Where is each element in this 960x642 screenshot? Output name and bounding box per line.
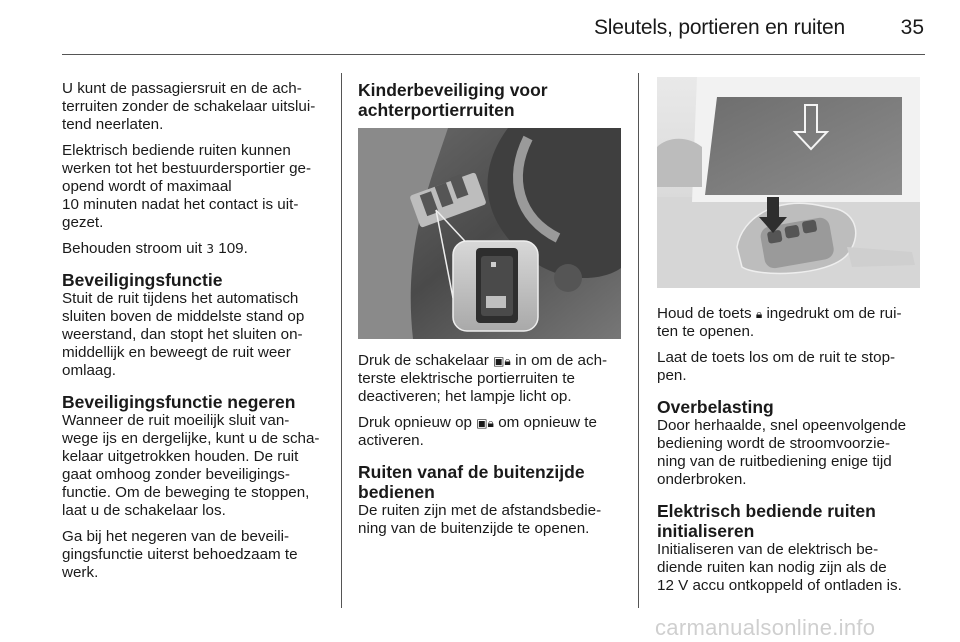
column-2 (358, 80, 630, 120)
heading-override-safety: Beveiligingsfunctie negeren (62, 392, 296, 412)
page-reference-arrow-icon: 3 (206, 242, 215, 256)
paragraph-safety-function: Stuit de ruit tijdens het automatisch sluiten boven de middelste stand op weerstand, dan stopt het sluiten on- middellijk en beweegt de ruit weer omlaag. (62, 290, 305, 379)
paragraph-remote-windows: De ruiten zijn met de afstandsbedie- ning van de buitenzijde te openen. (358, 502, 602, 537)
paragraph-retained-power (62, 240, 334, 258)
column-2-lower (358, 352, 633, 546)
heading-remote-windows: Ruiten vanaf de buitenzijde bedienen (358, 462, 585, 502)
door-switch-photo (358, 128, 621, 339)
retained-power-page-link[interactable]: 109. (218, 240, 248, 257)
paragraph-initialise: Initialiseren van de elektrisch be- diende ruiten kan nodig zijn als de 12 V accu ontkoppeld of ontladen is. (657, 541, 902, 594)
heading-child-safety: Kinderbeveiliging voor achterportierruiten (358, 80, 548, 120)
paragraph-press-switch: Druk de schakelaar ▣🔒︎ in om de ach- terste elektrische portierruiten te deactiveren; het lampje licht op. (358, 352, 608, 405)
heading-overload: Overbelasting (657, 397, 774, 417)
column-1 (62, 80, 334, 590)
heading-initialise: Elektrisch bediende ruiten initialiseren (657, 501, 876, 541)
paragraph-passenger-windows: U kunt de passagiersruit en de ach- terruiten zonder de schakelaar uitslui- tend neerlaten. (62, 80, 316, 133)
retained-power-text: Behouden stroom uit (62, 240, 203, 257)
padlock-icon: 🔒︎ (755, 307, 763, 321)
paragraph-caution: Ga bij het negeren van de beveili- gingsfunctie uiterst behoedzaam te werk. (62, 528, 298, 581)
paragraph-overload: Door herhaalde, snel opeenvolgende bediening wordt de stroomvoorzie- ning van de ruitbediening enige tijd onderbroken. (657, 417, 907, 488)
page-number: 35 (900, 16, 924, 39)
child-lock-switch-icon: ▣🔒︎ (493, 354, 511, 368)
heading-safety-function: Beveiligingsfunctie (62, 270, 223, 290)
page-header-title: Sleutels, portieren en ruiten (593, 16, 845, 39)
paragraph-hold-button: Houd de toets 🔒︎ ingedrukt om de rui- ten te openen. (657, 305, 902, 340)
column-divider-left (341, 73, 342, 608)
column-divider-right (638, 73, 639, 608)
watermark-site: carmanualsonline.info (655, 615, 876, 640)
child-lock-switch-icon: ▣🔒︎ (476, 416, 494, 430)
header-divider (62, 54, 925, 55)
remote-key-photo (657, 77, 920, 288)
paragraph-press-again: Druk opnieuw op ▣🔒︎ om opnieuw te activeren. (358, 414, 597, 449)
column-3 (657, 305, 922, 603)
paragraph-override-safety: Wanneer de ruit moeilijk sluit van- wege ijs en dergelijke, kunt u de scha- kelaar uitgetrokken houden. De ruit gaat omhoog zonder beveiligings- functie. Om de beweging te stoppen, laat u de schakelaar los. (62, 412, 320, 519)
paragraph-power-windows: Elektrisch bediende ruiten kunnen werken tot het bestuurdersportier ge- opend wordt of maximaal 10 minuten nadat het contact is uit- gezet. (62, 142, 312, 231)
paragraph-release-button: Laat de toets los om de ruit te stop- pen. (657, 349, 896, 384)
